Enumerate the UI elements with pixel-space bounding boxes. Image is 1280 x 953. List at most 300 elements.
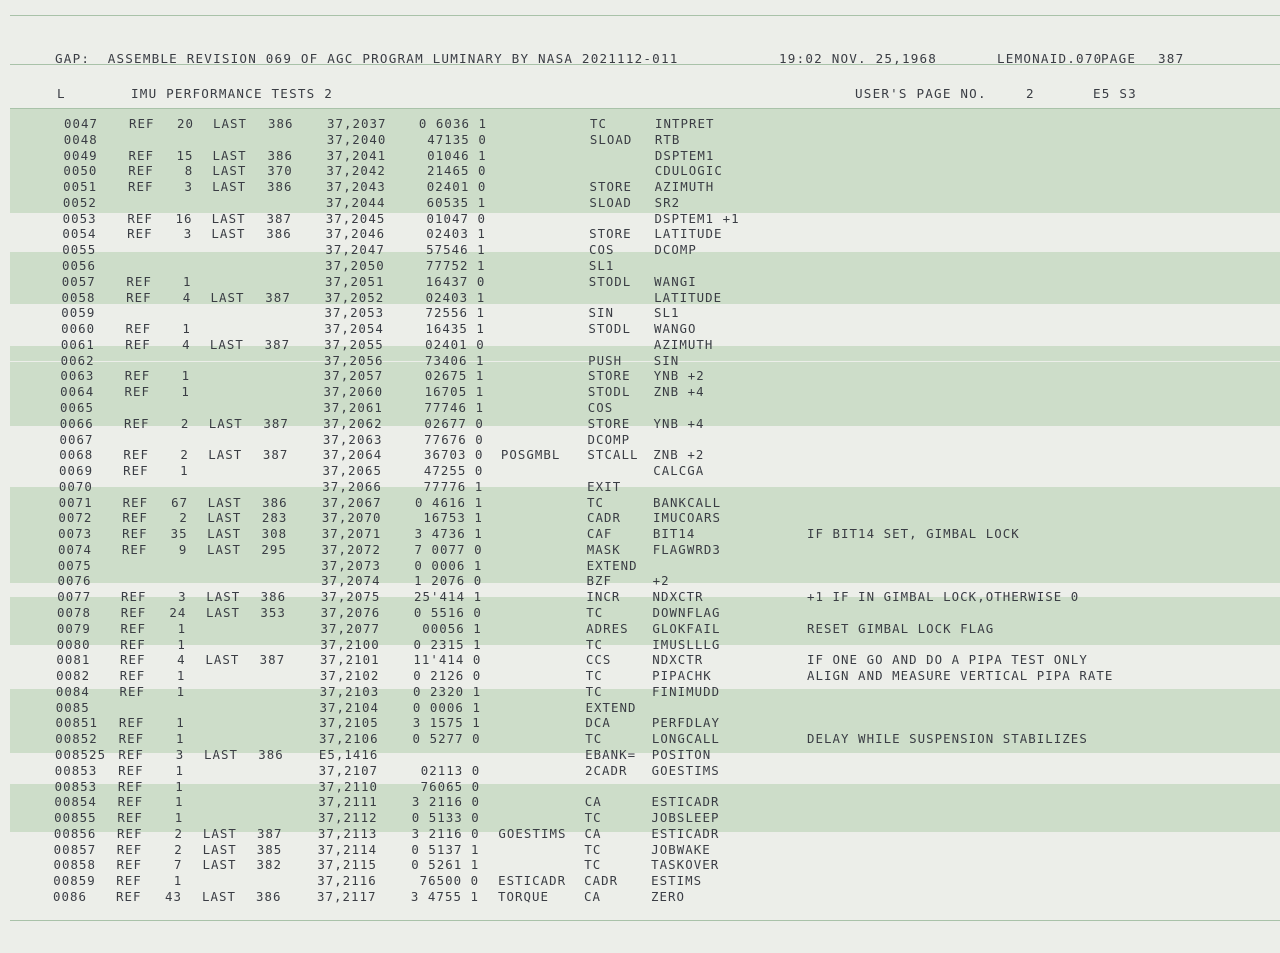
listing-row: [0, 368, 1280, 383]
ref-count: 1: [176, 683, 186, 699]
opcode: SIN: [588, 305, 615, 321]
line-number: 0051: [63, 179, 98, 195]
ref-count: 1: [176, 715, 185, 731]
ref-marker: REF: [126, 273, 152, 289]
ref-count: 1: [175, 762, 184, 778]
symbol-label: POSGMBL: [500, 447, 561, 463]
ref-count: 9: [178, 541, 188, 557]
address: 37,2103: [319, 683, 380, 699]
last-page: 295: [261, 541, 287, 557]
octal-word: 57546 1: [426, 242, 486, 258]
ref-marker: REF: [117, 778, 144, 794]
address: 37,2046: [325, 226, 386, 242]
line-number: 00854: [54, 794, 97, 810]
user-page-number: 2: [1026, 86, 1035, 101]
operand: PERFDLAY: [651, 715, 720, 731]
line-number: 0067: [59, 431, 94, 447]
listing-row: [0, 857, 1280, 872]
address: 37,2100: [320, 636, 380, 652]
octal-word: 0 2315 1: [413, 636, 482, 652]
listing-row: [0, 715, 1280, 730]
ref-count: 2: [174, 825, 183, 841]
ref-count: 7: [173, 857, 183, 873]
listing-row: [0, 226, 1280, 241]
ref-count: 1: [181, 368, 191, 384]
operand: NDXCTR: [652, 589, 704, 605]
line-number: 00853: [54, 762, 98, 778]
line-number: 0077: [57, 589, 92, 605]
address: 37,2043: [326, 179, 386, 195]
octal-word: 77776 1: [423, 478, 484, 494]
address: 37,2050: [325, 257, 385, 273]
listing-mode: L: [57, 86, 66, 101]
opcode: CA: [584, 889, 602, 904]
last-page: 387: [264, 336, 291, 352]
octal-word: 02113 0: [420, 762, 481, 778]
operand: GLOKFAIL: [652, 620, 721, 636]
opcode: 2CADR: [584, 762, 628, 778]
ref-marker: REF: [121, 541, 148, 557]
ref-count: 4: [182, 289, 192, 305]
listing-row: [0, 116, 1280, 131]
operand: DSPTEM1: [654, 147, 715, 163]
last-page: 353: [260, 605, 286, 621]
listing-row: [0, 763, 1280, 778]
operand: ZNB +2: [653, 447, 705, 463]
listing-row: [0, 495, 1280, 510]
ref-count: 43: [164, 889, 182, 904]
operand: FINIMUDD: [652, 683, 721, 699]
last-marker: LAST: [202, 857, 237, 873]
listing-row: [0, 668, 1280, 683]
operand: JOBSLEEP: [651, 810, 720, 826]
last-marker: LAST: [213, 116, 248, 131]
listing-row: [0, 684, 1280, 699]
listing-row: [0, 290, 1280, 305]
last-marker: LAST: [211, 210, 246, 226]
line-number: 0080: [56, 636, 91, 652]
opcode: SL1: [588, 257, 615, 273]
last-page: 386: [267, 179, 293, 195]
address: 37,2105: [319, 715, 379, 731]
address: 37,2056: [323, 352, 384, 368]
ref-count: 24: [169, 605, 187, 621]
ref-count: 1: [175, 778, 184, 794]
line-number: 0047: [64, 116, 99, 131]
last-page: 386: [267, 147, 294, 163]
line-number: 0062: [60, 352, 95, 368]
operand: TASKOVER: [651, 857, 720, 873]
ref-count: 1: [173, 873, 183, 889]
listing-row: [0, 558, 1280, 573]
line-number: 0065: [59, 399, 94, 415]
opcode: TC: [586, 605, 604, 621]
last-marker: LAST: [206, 541, 241, 557]
ref-count: 1: [182, 321, 191, 337]
ref-marker: REF: [118, 715, 145, 731]
line-number: 0082: [56, 668, 91, 684]
last-marker: LAST: [207, 510, 242, 526]
ref-count: 1: [181, 384, 190, 400]
last-marker: LAST: [207, 494, 242, 510]
octal-word: 0 5137 1: [411, 841, 480, 857]
last-page: 308: [261, 526, 288, 542]
ref-count: 2: [179, 510, 188, 526]
ref-count: 2: [180, 447, 189, 463]
ref-count: 8: [184, 163, 194, 179]
last-page: 387: [256, 825, 283, 841]
operand: BANKCALL: [653, 494, 722, 510]
ref-marker: REF: [125, 336, 151, 352]
ref-marker: REF: [129, 116, 155, 131]
last-page: 387: [266, 210, 293, 226]
address: 37,2115: [317, 857, 377, 873]
listing-row: [0, 700, 1280, 715]
address: 37,2041: [326, 147, 387, 163]
ref-marker: REF: [120, 620, 147, 636]
address: 37,2064: [322, 447, 383, 463]
operand: CDULOGIC: [654, 163, 723, 179]
ref-marker: REF: [116, 873, 142, 889]
opcode: DCOMP: [587, 431, 631, 447]
listing-row: [0, 889, 1280, 904]
listing-row: [0, 463, 1280, 478]
line-number: 0066: [59, 415, 94, 431]
operand: PIPACHK: [652, 668, 712, 684]
line-number: 0075: [57, 557, 92, 573]
line-number: 0056: [61, 257, 97, 273]
ref-count: 1: [180, 463, 189, 479]
line-number: 00855: [54, 810, 97, 826]
ref-count: 35: [170, 526, 188, 542]
line-number: 008525: [55, 747, 107, 763]
last-marker: LAST: [208, 415, 243, 431]
octal-word: 01046 1: [427, 147, 487, 163]
line-number: 0076: [57, 573, 92, 589]
ref-marker: REF: [116, 889, 142, 904]
address: 37,2077: [320, 620, 381, 636]
address: 37,2075: [320, 589, 381, 605]
ref-marker: REF: [122, 494, 149, 510]
address: 37,2057: [323, 368, 384, 384]
operand: NDXCTR: [652, 652, 704, 668]
address: 37,2074: [321, 573, 381, 589]
address: 37,2053: [324, 305, 385, 321]
address: 37,2111: [318, 794, 378, 810]
listing-row: [0, 842, 1280, 857]
comment: +1 IF IN GIMBAL LOCK,OTHERWISE 0: [807, 589, 1080, 605]
address: 37,2070: [321, 510, 382, 526]
address: 37,2062: [323, 415, 383, 431]
address: 37,2037: [327, 116, 387, 131]
line-number: 0072: [58, 510, 93, 526]
comment: ALIGN AND MEASURE VERTICAL PIPA RATE: [807, 668, 1114, 684]
opcode: PUSH: [588, 352, 623, 368]
symbol-label: GOESTIMS: [498, 825, 567, 841]
octal-word: 0 2320 1: [413, 683, 482, 699]
ref-count: 3: [183, 226, 193, 242]
opcode: TC: [584, 810, 602, 826]
octal-word: 01047 0: [426, 210, 487, 226]
line-number: 0084: [55, 683, 90, 699]
listing-row: [0, 605, 1280, 620]
listing-row: [0, 589, 1280, 604]
ref-count: 20: [176, 116, 194, 131]
octal-word: 3 1575 1: [412, 715, 481, 731]
octal-word: 16435 1: [425, 321, 485, 337]
address: E5,1416: [318, 747, 379, 763]
address: 37,2114: [317, 841, 378, 857]
line-number: 0071: [58, 494, 93, 510]
user-page-label: USER'S PAGE NO.: [855, 86, 987, 101]
line-number: 00859: [53, 873, 96, 889]
last-marker: LAST: [205, 652, 240, 668]
ref-marker: REF: [123, 415, 150, 431]
opcode: INCR: [586, 589, 621, 605]
line-number: 0078: [57, 605, 92, 621]
line-number: 0054: [62, 226, 97, 242]
octal-word: 21465 0: [426, 163, 487, 179]
line-number: 0070: [58, 478, 93, 494]
octal-word: 3 4736 1: [414, 526, 483, 542]
opcode: STCALL: [587, 447, 639, 463]
listing-row: [0, 826, 1280, 841]
operand: CALCGA: [653, 463, 705, 479]
listing-row: [0, 400, 1280, 415]
ref-count: 1: [174, 810, 184, 826]
line-number: 0079: [56, 620, 91, 636]
operand: YNB +4: [653, 415, 705, 431]
operand: POSITON: [651, 747, 712, 763]
octal-word: 76500 0: [419, 873, 480, 889]
address: 37,2052: [324, 289, 385, 305]
opcode: EXIT: [587, 478, 622, 494]
octal-word: 72556 1: [425, 305, 486, 321]
ref-count: 2: [174, 841, 183, 857]
last-page: 386: [258, 747, 284, 763]
listing-row: [0, 337, 1280, 352]
listing-row: [0, 132, 1280, 147]
octal-word: 47135 0: [427, 131, 487, 147]
ref-marker: REF: [118, 747, 144, 763]
ref-marker: REF: [127, 179, 154, 195]
comment: IF ONE GO AND DO A PIPA TEST ONLY: [807, 652, 1088, 668]
opcode: EXTEND: [585, 699, 637, 715]
opcode: TC: [584, 857, 602, 873]
operand: DSPTEM1 +1: [654, 210, 740, 226]
listing-row: [0, 242, 1280, 257]
operand: ESTICADR: [651, 825, 720, 841]
opcode: BZF: [586, 573, 612, 589]
address: 37,2104: [319, 699, 380, 715]
line-number: 0063: [60, 368, 95, 384]
listing-row: [0, 195, 1280, 210]
address: 37,2040: [326, 131, 387, 147]
ref-count: 1: [176, 668, 186, 684]
line-number: 0061: [60, 336, 95, 352]
address: 37,2076: [320, 605, 381, 621]
listing-row: [0, 731, 1280, 746]
operand: WANGO: [653, 321, 697, 337]
operand: RTB: [654, 131, 681, 147]
ref-marker: REF: [120, 605, 147, 621]
line-number: 00852: [55, 731, 98, 747]
octal-word: 02401 0: [426, 179, 487, 195]
octal-word: 25'414 1: [414, 589, 483, 605]
page-number: 387: [1158, 51, 1185, 66]
address: 37,2066: [322, 478, 382, 494]
ref-marker: REF: [128, 163, 154, 179]
operand: BIT14: [652, 526, 696, 542]
operand: AZIMUTH: [653, 336, 714, 352]
line-number: 0055: [62, 242, 97, 258]
opcode: COS: [587, 399, 614, 415]
operand: WANGI: [654, 273, 697, 289]
listing-row: [0, 542, 1280, 557]
opcode: TC: [590, 116, 608, 131]
opcode: STORE: [587, 415, 631, 431]
last-page: 387: [262, 447, 289, 463]
last-marker: LAST: [206, 605, 241, 621]
operand: SR2: [654, 194, 681, 210]
symbol-label: ESTICADR: [498, 873, 567, 889]
octal-word: 02675 1: [424, 368, 485, 384]
address: 37,2071: [321, 526, 382, 542]
address: 37,2117: [317, 889, 377, 904]
opcode: SLOAD: [589, 194, 632, 210]
last-page: 387: [263, 415, 289, 431]
octal-word: 0 5277 0: [412, 731, 481, 747]
ref-marker: REF: [117, 794, 144, 810]
octal-word: 0 4616 1: [415, 494, 484, 510]
line-number: 0064: [60, 384, 95, 400]
line-number: 00857: [53, 841, 97, 857]
octal-word: 76065 0: [420, 778, 481, 794]
octal-word: 0 6036 1: [418, 116, 487, 131]
ref-marker: REF: [122, 510, 148, 526]
operand: DCOMP: [654, 242, 697, 258]
address: 37,2060: [323, 384, 384, 400]
last-marker: LAST: [212, 163, 247, 179]
last-page: 385: [256, 841, 283, 857]
octal-word: 36703 0: [424, 447, 484, 463]
octal-word: 3 2116 0: [411, 825, 480, 841]
address: 37,2072: [321, 541, 382, 557]
octal-word: 77676 0: [424, 431, 484, 447]
operand: ZERO: [651, 889, 686, 904]
ref-marker: REF: [119, 668, 146, 684]
last-marker: LAST: [202, 889, 237, 904]
last-marker: LAST: [212, 147, 247, 163]
octal-word: 16437 0: [425, 273, 486, 289]
last-page: 387: [259, 652, 286, 668]
listing-row: [0, 510, 1280, 525]
last-marker: LAST: [209, 336, 244, 352]
operand: GOESTIMS: [651, 762, 720, 778]
ref-marker: REF: [126, 289, 152, 305]
listing-row: [0, 148, 1280, 163]
octal-word: 02401 0: [425, 336, 485, 352]
octal-word: 60535 1: [426, 194, 487, 210]
listing-row: [0, 621, 1280, 636]
ref-marker: REF: [118, 762, 144, 778]
page-label: PAGE: [1101, 51, 1137, 66]
section-title: IMU PERFORMANCE TESTS 2: [131, 86, 333, 101]
symbol-label: TORQUE: [498, 889, 550, 904]
octal-word: 02403 1: [425, 289, 486, 305]
address: 37,2065: [322, 463, 383, 479]
line-number: 0059: [61, 305, 96, 321]
ref-marker: REF: [125, 321, 152, 337]
ref-marker: REF: [128, 147, 154, 163]
line-number: 0049: [63, 147, 98, 163]
opcode: TC: [585, 636, 603, 652]
opcode: EXTEND: [586, 557, 638, 573]
address: 37,2044: [325, 194, 386, 210]
octal-word: 16705 1: [424, 384, 485, 400]
line-number: 0048: [63, 131, 98, 147]
listing-row: [0, 163, 1280, 178]
ref-count: 3: [175, 747, 185, 763]
octal-word: 1 2076 0: [414, 573, 483, 589]
listing-row: [0, 652, 1280, 667]
listing-row: [0, 258, 1280, 273]
line-number: 0057: [61, 273, 96, 289]
last-marker: LAST: [204, 747, 239, 763]
listing-row: [0, 526, 1280, 541]
ref-marker: REF: [120, 636, 146, 652]
ref-marker: REF: [127, 210, 153, 226]
listing-row: [0, 447, 1280, 462]
octal-word: 0 0006 1: [414, 557, 483, 573]
opcode: STODL: [588, 273, 632, 289]
opcode: CCS: [585, 652, 612, 668]
listing-row: [0, 637, 1280, 652]
operand: AZIMUTH: [654, 179, 715, 195]
assembly-header: GAP: ASSEMBLE REVISION 069 OF AGC PROGRAM LUMINARY BY NASA 2021112-011: [55, 51, 679, 66]
ref-count: 67: [171, 494, 189, 510]
operand: INTPRET: [655, 116, 715, 131]
opcode: MASK: [586, 541, 621, 557]
line-number: 0073: [58, 526, 93, 542]
last-marker: LAST: [208, 447, 243, 463]
address: 37,2051: [324, 273, 385, 289]
ref-marker: REF: [119, 652, 146, 668]
line-number: 0074: [57, 541, 92, 557]
last-page: 386: [260, 589, 287, 605]
ref-marker: REF: [127, 226, 153, 242]
opcode: CA: [584, 794, 602, 810]
operand: SL1: [654, 305, 680, 321]
opcode: STORE: [589, 226, 632, 242]
octal-word: 47255 0: [423, 463, 484, 479]
program-tag: LEMONAID.070: [997, 51, 1103, 66]
octal-word: 00056 1: [422, 620, 482, 636]
listing-row: [0, 479, 1280, 494]
listing-row: [0, 416, 1280, 431]
comment: DELAY WHILE SUSPENSION STABILIZES: [807, 731, 1088, 747]
listing-row: [0, 353, 1280, 368]
last-marker: LAST: [207, 526, 242, 542]
operand: LATITUDE: [654, 226, 723, 242]
line-number: 0060: [61, 321, 96, 337]
line-number: 0085: [55, 699, 90, 715]
address: 37,2061: [323, 399, 383, 415]
last-page: 386: [256, 889, 282, 904]
listing-row: [0, 179, 1280, 194]
last-page: 370: [267, 163, 293, 179]
line-number: 0058: [61, 289, 96, 305]
